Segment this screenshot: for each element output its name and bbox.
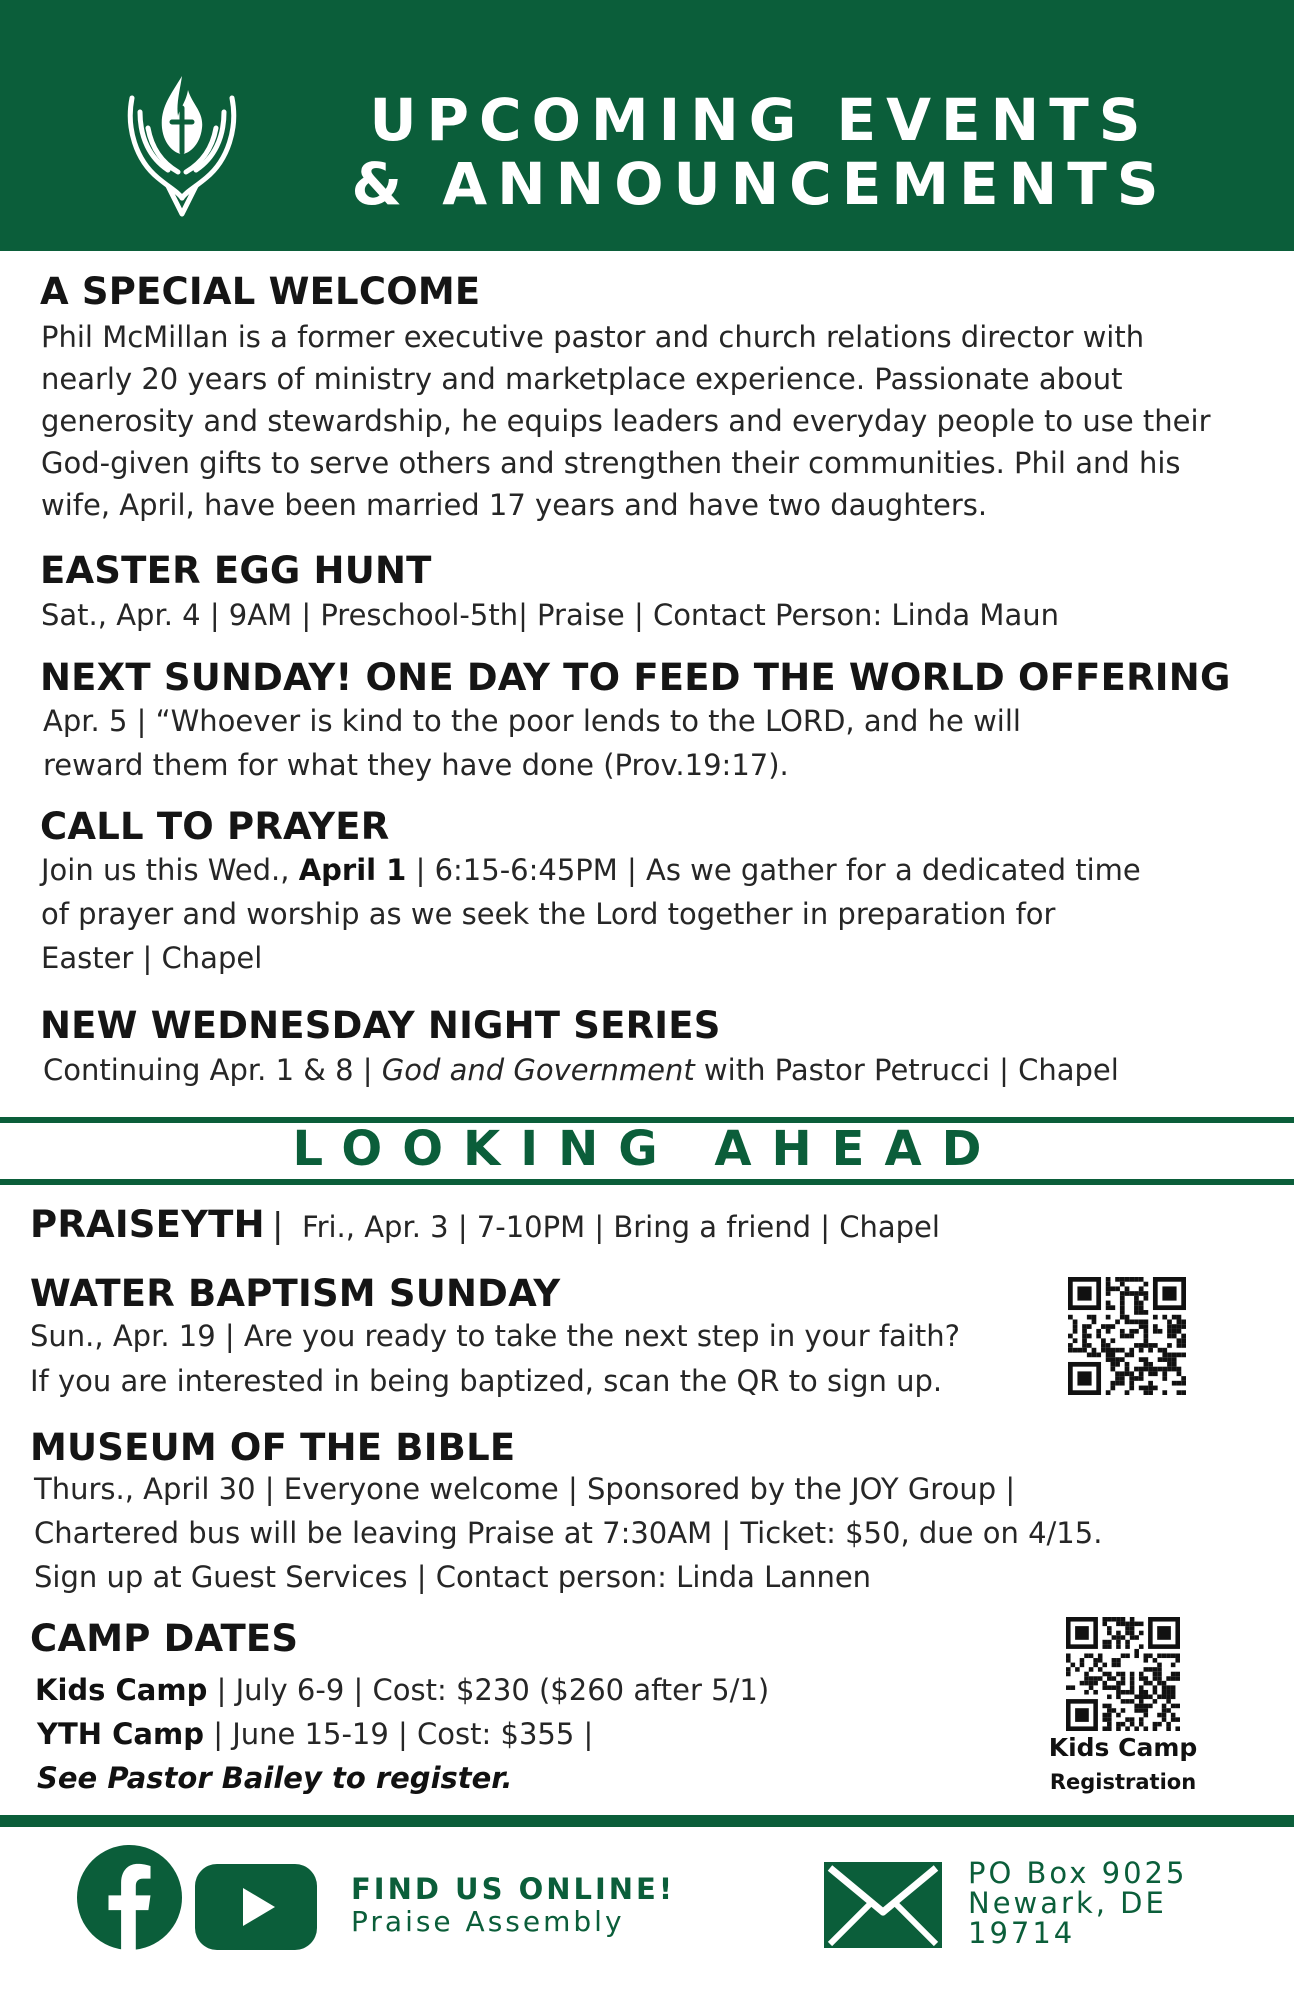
welcome-text-line: wife, April, have been married 17 years and have two daughters.: [41, 488, 988, 522]
prayer-text-line: of prayer and worship as we seek the Lord together in preparation for: [41, 897, 1056, 931]
register-note: See Pastor Bailey to register.: [37, 1761, 513, 1795]
prayer-text-line: Easter | Chapel: [41, 941, 263, 975]
offering-heading: NEXT SUNDAY! ONE DAY TO FEED THE WORLD OFFERING: [40, 656, 1231, 699]
yth-camp-line: YTH Camp | June 15-19 | Cost: $355 |: [37, 1717, 594, 1751]
welcome-text-line: nearly 20 years of ministry and marketplace experience. Passionate about: [41, 362, 1123, 396]
find-us-online: FIND US ONLINE!: [351, 1872, 676, 1906]
org-name: Praise Assembly: [351, 1905, 625, 1938]
camp-heading: CAMP DATES: [30, 1617, 299, 1660]
series-title: God and Government: [381, 1053, 695, 1087]
wednesday-details: Continuing Apr. 1 & 8 | God and Government with Pastor Petrucci | Chapel: [43, 1053, 1119, 1087]
welcome-text-line: Phil McMillan is a former executive pastor and church relations director with: [41, 320, 1145, 354]
baptism-text-line: Sun., Apr. 19 | Are you ready to take the next step in your faith?: [30, 1319, 961, 1353]
museum-text-line: Sign up at Guest Services | Contact person: Linda Lannen: [34, 1560, 872, 1594]
easter-heading: EASTER EGG HUNT: [40, 549, 432, 592]
prayer-heading: CALL TO PRAYER: [40, 805, 390, 848]
qr-label: Registration: [1049, 1770, 1197, 1794]
museum-text-line: Thurs., April 30 | Everyone welcome | Sponsored by the JOY Group |: [34, 1472, 1016, 1506]
address-line: PO Box 9025: [968, 1856, 1188, 1890]
page-title-line-1: UPCOMING EVENTS: [369, 86, 1151, 154]
easter-details: Sat., Apr. 4 | 9AM | Preschool-5th| Praise | Contact Person: Linda Maun: [41, 598, 1059, 632]
praiseyth-heading: PRAISEYTH: [30, 1203, 265, 1246]
praiseyth-separator: |: [272, 1206, 284, 1246]
welcome-text-line: generosity and stewardship, he equips leaders and everyday people to use their: [41, 404, 1211, 438]
offering-text-line: Apr. 5 | “Whoever is kind to the poor lends to the LORD, and he will: [43, 704, 1021, 738]
facebook-icon[interactable]: [77, 1845, 182, 1950]
prayer-date: April 1: [298, 853, 407, 887]
address-line: Newark, DE: [968, 1886, 1167, 1920]
museum-text-line: Chartered bus will be leaving Praise at 7:30AM | Ticket: $50, due on 4/15.: [34, 1516, 1103, 1550]
header-banner: [0, 0, 1294, 251]
wednesday-heading: NEW WEDNESDAY NIGHT SERIES: [40, 1004, 721, 1047]
museum-heading: MUSEUM OF THE BIBLE: [30, 1426, 516, 1469]
looking-ahead-title: LOOKING AHEAD: [292, 1121, 1002, 1177]
youtube-icon[interactable]: [195, 1864, 317, 1950]
welcome-heading: A SPECIAL WELCOME: [40, 270, 481, 313]
divider: [0, 1179, 1294, 1185]
footer-divider: [0, 1815, 1294, 1827]
welcome-text-line: God-given gifts to serve others and strengthen their communities. Phil and his: [41, 446, 1181, 480]
prayer-text-line: Join us this Wed., April 1 | 6:15-6:45PM | As we gather for a dedicated time: [41, 853, 1141, 887]
baptism-heading: WATER BAPTISM SUNDAY: [30, 1272, 561, 1315]
address-line: 19714: [968, 1916, 1076, 1950]
qr-code-icon[interactable]: [1068, 1277, 1186, 1395]
baptism-text-line: If you are interested in being baptized, scan the QR to sign up.: [30, 1364, 943, 1398]
qr-code-icon[interactable]: [1066, 1617, 1180, 1731]
praying-hands-flame-cross-icon: [118, 68, 246, 220]
page-title-line-2: & ANNOUNCEMENTS: [351, 150, 1169, 218]
offering-text-line: reward them for what they have done (Prov.19:17).: [43, 748, 789, 782]
praiseyth-details: Fri., Apr. 3 | 7-10PM | Bring a friend | Chapel: [302, 1210, 940, 1244]
mail-icon[interactable]: [824, 1862, 942, 1948]
qr-label: Kids Camp: [1048, 1733, 1198, 1762]
kids-camp-line: Kids Camp | July 6-9 | Cost: $230 ($260 after 5/1): [35, 1673, 770, 1707]
